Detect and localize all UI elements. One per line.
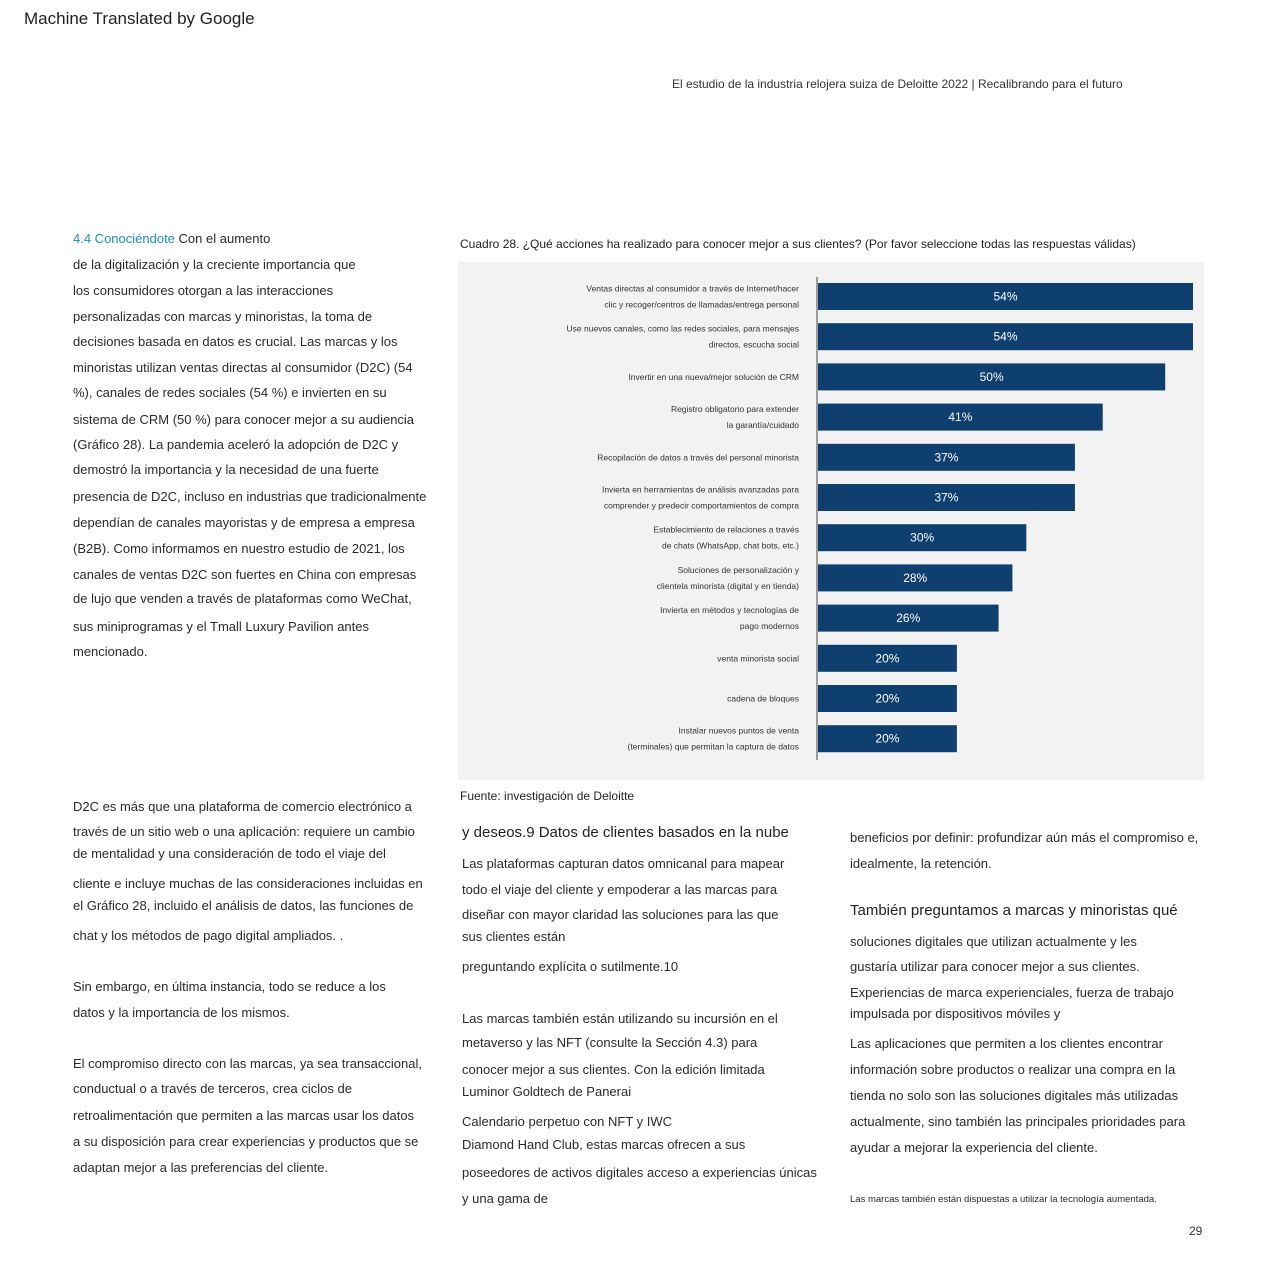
- chart-value-label: 41%: [948, 410, 973, 425]
- chart-category-label: Establecimiento de relaciones a través: [653, 524, 799, 535]
- paragraph-line: preguntando explícita o sutilmente.10: [462, 959, 679, 974]
- chart-value-label: 28%: [903, 570, 928, 585]
- paragraph-line: canales de ventas D2C son fuertes en China con empresas: [73, 567, 417, 582]
- paragraph-line: Las plataformas capturan datos omnicanal para mapear: [462, 856, 785, 871]
- paragraph-line: conductual o a través de terceros, crea ciclos de: [73, 1081, 352, 1096]
- chart-category-label: cadena de bloques: [727, 693, 799, 704]
- paragraph-line: retroalimentación que permiten a las marcas usar los datos: [73, 1108, 415, 1123]
- paragraph-line: minoristas utilizan ventas directas al consumidor (D2C) (54: [73, 360, 413, 375]
- paragraph-line: El compromiso directo con las marcas, ya sea transaccional,: [73, 1056, 422, 1071]
- paragraph-line: tienda no solo son las soluciones digitales más utilizadas: [850, 1088, 1179, 1103]
- section-heading-line: [73, 231, 270, 246]
- paragraph-line: metaverso y las NFT (consulte la Sección 4.3) para: [462, 1035, 758, 1050]
- paragraph-line: cliente e incluye muchas de las consideraciones incluidas en: [73, 876, 423, 891]
- subheading: También preguntamos a marcas y minoristas qué: [850, 902, 1178, 919]
- paragraph-line: decisiones basada en datos es crucial. Las marcas y los: [73, 334, 398, 349]
- chart-category-label: clientela minorista (digital y en tienda): [656, 580, 799, 591]
- bar-chart: [458, 262, 1204, 780]
- chart-title: Cuadro 28. ¿Qué acciones ha realizado para conocer mejor a sus clientes? (Por favor seleccione todas las respuestas válidas): [460, 237, 1136, 251]
- chart-category-label: la garantía/cuidado: [726, 420, 799, 431]
- chart-value-label: 20%: [875, 651, 900, 666]
- paragraph-line: Con el aumento: [178, 231, 271, 246]
- paragraph-lead: y deseos.9 Datos de clientes basados en la nube: [462, 824, 789, 841]
- paragraph-line: Luminor Goldtech de Panerai: [462, 1084, 632, 1099]
- chart-category-label: Recopilación de datos a través del personal minorista: [597, 452, 799, 463]
- machine-translation-banner: Machine Translated by Google: [24, 9, 255, 28]
- paragraph-line: presencia de D2C, incluso en industrias que tradicionalmente: [73, 489, 427, 504]
- chart-category-label: clic y recoger/centros de llamadas/entrega personal: [604, 299, 799, 310]
- paragraph-line: Calendario perpetuo con NFT y IWC: [462, 1114, 673, 1129]
- chart-value-label: 26%: [896, 611, 921, 626]
- paragraph-line: y una gama de: [462, 1191, 549, 1206]
- chart-category-label: Invierta en herramientas de análisis avanzadas para: [601, 484, 799, 495]
- paragraph-line: sistema de CRM (50 %) para conocer mejor a su audiencia: [73, 412, 415, 427]
- page-number: 29: [1189, 1224, 1203, 1238]
- paragraph-line: través de un sitio web o una aplicación: requiere un cambio: [73, 824, 415, 839]
- paragraph-line: de lujo que venden a través de plataformas como WeChat,: [73, 591, 412, 606]
- chart-category-label: Soluciones de personalización y: [677, 564, 799, 575]
- chart-source: Fuente: investigación de Deloitte: [460, 789, 635, 803]
- paragraph-line: (Gráfico 28). La pandemia aceleró la adopción de D2C y: [73, 437, 399, 452]
- document-header: El estudio de la industria relojera suiza de Deloitte 2022 | Recalibrando para el futuro: [672, 77, 1123, 91]
- paragraph-line: de la digitalización y la creciente importancia que: [73, 257, 356, 272]
- paragraph-line: conocer mejor a sus clientes. Con la edición limitada: [462, 1062, 765, 1077]
- footnote: Las marcas también están dispuestas a utilizar la tecnología aumentada.: [850, 1194, 1157, 1205]
- paragraph-line: dependían de canales mayoristas y de empresa a empresa: [73, 515, 415, 530]
- paragraph-line: información sobre productos o realizar una compra en la: [850, 1062, 1176, 1077]
- chart-category-label: de chats (WhatsApp, chat bots, etc.): [661, 540, 799, 551]
- paragraph-line: D2C es más que una plataforma de comercio electrónico a: [73, 799, 412, 814]
- chart-value-label: 54%: [993, 289, 1018, 304]
- paragraph-line: poseedores de activos digitales acceso a experiencias únicas: [462, 1165, 817, 1180]
- paragraph-line: Experiencias de marca experienciales, fuerza de trabajo: [850, 985, 1174, 1000]
- paragraph-line: diseñar con mayor claridad las soluciones para las que: [462, 907, 779, 922]
- paragraph-line: beneficios por definir: profundizar aún más el compromiso e,: [850, 830, 1199, 845]
- chart-category-label: Ventas directas al consumidor a través de Internet/hacer: [586, 283, 799, 294]
- chart-value-label: 50%: [979, 369, 1004, 384]
- chart-value-label: 54%: [993, 329, 1018, 344]
- paragraph-line: datos y la importancia de los mismos.: [73, 1005, 290, 1020]
- paragraph-line: a su disposición para crear experiencias y productos que se: [73, 1134, 419, 1149]
- paragraph-line: de mentalidad y una consideración de todo el viaje del: [73, 846, 386, 861]
- paragraph-line: Las marcas también están utilizando su incursión en el: [462, 1011, 778, 1026]
- paragraph-line: actualmente, sino también las principales prioridades para: [850, 1114, 1186, 1129]
- chart-category-label: comprender y predecir comportamientos de compra: [603, 500, 799, 511]
- chart-category-label: directos, escucha social: [708, 339, 799, 350]
- paragraph-line: Diamond Hand Club, estas marcas ofrecen a sus: [462, 1137, 746, 1152]
- chart-category-label: Invertir en una nueva/mejor solución de CRM: [628, 371, 799, 382]
- paragraph-line: idealmente, la retención.: [850, 856, 992, 871]
- paragraph-line: ayudar a mejorar la experiencia del cliente.: [850, 1140, 1098, 1155]
- chart-value-label: 37%: [934, 450, 959, 465]
- chart-category-label: pago modernos: [739, 621, 799, 632]
- chart-panel: [458, 262, 1204, 780]
- paragraph-line: adaptan mejor a las preferencias del cliente.: [73, 1160, 329, 1175]
- chart-category-label: (terminales) que permitan la captura de datos: [627, 741, 799, 752]
- paragraph-line: %), canales de redes sociales (54 %) e invierten en su: [73, 385, 387, 400]
- paragraph-line: personalizadas con marcas y minoristas, la toma de: [73, 309, 373, 324]
- paragraph-line: soluciones digitales que utilizan actualmente y les: [850, 934, 1137, 949]
- paragraph-line: sus clientes están: [462, 929, 566, 944]
- chart-category-label: Registro obligatorio para extender: [670, 404, 799, 415]
- chart-category-label: Instalar nuevos puntos de venta: [678, 725, 799, 736]
- section-heading: 4.4 Conociéndote: [73, 231, 175, 246]
- paragraph-line: chat y los métodos de pago digital ampliados. .: [73, 928, 344, 943]
- paragraph-line: el Gráfico 28, incluido el análisis de datos, las funciones de: [73, 898, 414, 913]
- chart-value-label: 37%: [934, 490, 959, 505]
- paragraph-line: (B2B). Como informamos en nuestro estudio de 2021, los: [73, 541, 405, 556]
- chart-value-label: 20%: [875, 731, 900, 746]
- paragraph-line: todo el viaje del cliente y empoderar a las marcas para: [462, 882, 778, 897]
- paragraph-line: gustaría utilizar para conocer mejor a sus clientes.: [850, 959, 1140, 974]
- chart-category-label: Invierta en métodos y tecnologías de: [660, 605, 799, 616]
- paragraph-line: Las aplicaciones que permiten a los clientes encontrar: [850, 1036, 1163, 1051]
- chart-category-label: Use nuevos canales, como las redes sociales, para mensajes: [566, 323, 799, 334]
- chart-value-label: 20%: [875, 691, 900, 706]
- paragraph-line: los consumidores otorgan a las interacciones: [73, 283, 334, 298]
- chart-value-label: 30%: [910, 530, 935, 545]
- paragraph-line: impulsada por dispositivos móviles y: [850, 1006, 1061, 1021]
- paragraph-line: mencionado.: [73, 644, 148, 659]
- paragraph-line: Sin embargo, en última instancia, todo se reduce a los: [73, 979, 386, 994]
- chart-category-label: venta minorista social: [717, 653, 799, 664]
- paragraph-line: sus miniprogramas y el Tmall Luxury Pavilion antes: [73, 619, 369, 634]
- paragraph-line: demostró la importancia y la necesidad de una fuerte: [73, 462, 379, 477]
